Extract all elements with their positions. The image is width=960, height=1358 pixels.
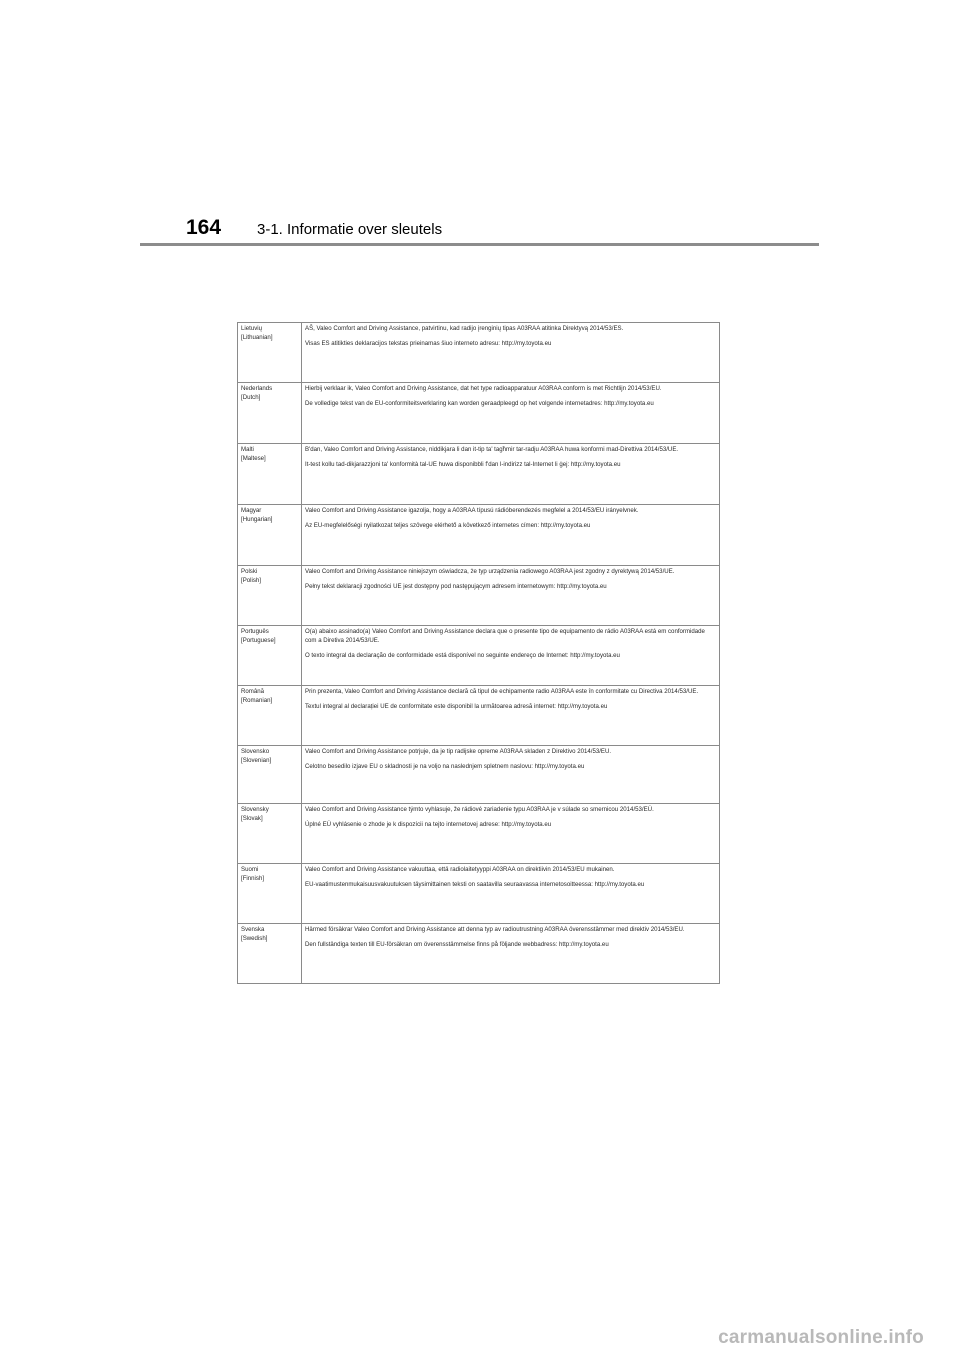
language-cell (238, 323, 302, 383)
page-number: 164 (186, 216, 222, 239)
language-cell (238, 864, 302, 924)
declaration-statement: Valeo Comfort and Driving Assistance týmto vyhlasuje, že rádiové zariadenie typu A03RAA je v súlade so smernicou 2014/53/EÚ. (305, 806, 654, 813)
language-english-name: [Maltese] (241, 454, 266, 462)
language-name: Nederlands (241, 385, 273, 392)
language-name: Polski (241, 568, 258, 575)
language-name: Lietuvių (241, 325, 263, 332)
declaration-of-conformity-table (237, 322, 720, 984)
declaration-cell (302, 626, 720, 686)
language-name: Suomi (241, 866, 259, 873)
declaration-cell (302, 746, 720, 804)
language-name: Malti (241, 446, 254, 453)
declaration-availability: Celotno besedilo izjave EU o skladnosti je na voljo na naslednjem spletnem naslovu: http://my.toyota.eu (305, 762, 585, 770)
declaration-availability: Visas ES atitikties deklaracijos tekstas prieinamas šiuo interneto adresu: http://my.toyota.eu (305, 339, 552, 347)
language-name: Slovensko (241, 748, 270, 755)
table-row-hungarian (238, 505, 720, 566)
declaration-availability: EU-vaatimustenmukaisuusvakuutuksen täysimittainen teksti on saatavilla seuraavassa internetosoitteessa: http://my.toyota.eu (305, 880, 645, 888)
language-cell (238, 686, 302, 746)
language-name: Slovensky (241, 806, 269, 813)
declaration-availability: Pełny tekst deklaracji zgodności UE jest dostępny pod następującym adresem internetowym: http://my.toyota.eu (305, 582, 607, 590)
language-cell (238, 505, 302, 566)
declaration-availability: Den fullständiga texten till EU-försäkran om överensstämmelse finns på följande webbadress: http://my.toyota.eu (305, 940, 609, 948)
declaration-statement: Valeo Comfort and Driving Assistance igazolja, hogy a A03RAA típusú rádióberendezés megfelel a 2014/53/EU irányelvnek. (305, 507, 639, 514)
language-cell (238, 566, 302, 626)
header-divider (140, 243, 819, 246)
language-name: Magyar (241, 507, 262, 514)
declaration-cell (302, 383, 720, 444)
language-name: Svenska (241, 926, 265, 933)
language-english-name: [Romanian] (241, 696, 273, 704)
language-english-name: [Portuguese] (241, 636, 276, 644)
declaration-statement: B'dan, Valeo Comfort and Driving Assistance, niddikjara li dan it-tip ta' tagħmir tar-radju A03RAA huwa konformi mad-Direttiva 2014/53/UE. (305, 446, 679, 453)
declaration-statement: Valeo Comfort and Driving Assistance niniejszym oświadcza, że typ urządzenia radiowego A03RAA jest zgodny z dyrektywą 2014/53/UE. (305, 568, 675, 575)
declaration-statement: Valeo Comfort and Driving Assistance vakuuttaa, että radiolaitetyyppi A03RAA on direktiivin 2014/53/EU mukainen. (305, 866, 615, 873)
declaration-availability: It-test kollu tad-dikjarazzjoni ta' konformità tal-UE huwa disponibbli f'dan l-indirizz tal-Internet li ġej: http://my.toyota.eu (305, 460, 621, 468)
declaration-statement: Prin prezenta, Valeo Comfort and Driving Assistance declară că tipul de echipamente radio A03RAA este în conformitate cu Directiva 2014/53/UE. (305, 688, 699, 695)
declaration-cell (302, 686, 720, 746)
section-title: 3-1. Informatie over sleutels (257, 221, 443, 238)
declaration-availability: Az EU-megfelelőségi nyilatkozat teljes szövege elérhető a következő internetes címen: http://my.toyota.eu (305, 521, 591, 529)
language-english-name: [Polish] (241, 576, 261, 584)
language-name: Português (241, 628, 269, 635)
declaration-cell (302, 444, 720, 505)
declaration-statement: Valeo Comfort and Driving Assistance potrjuje, da je tip radijske opreme A03RAA skladen z Direktivo 2014/53/EU. (305, 748, 612, 755)
declaration-cell (302, 864, 720, 924)
language-cell (238, 746, 302, 804)
language-cell (238, 924, 302, 984)
declaration-statement: O(a) abaixo assinado(a) Valeo Comfort and Driving Assistance declara que o presente tipo de equipamento de rádio A03RAA está em conformidade com a Diretiva 2014/53/UE. (305, 628, 705, 644)
declaration-availability: O texto integral da declaração de conformidade está disponível no seguinte endereço de Internet: http://my.toyota.eu (305, 651, 620, 659)
declaration-availability: De volledige tekst van de EU-conformiteitsverklaring kan worden geraadpleegd op het volgende internetadres: http://my.toyota.eu (305, 399, 654, 407)
declaration-cell (302, 566, 720, 626)
table-row-swedish (238, 924, 720, 984)
table-row-dutch (238, 383, 720, 444)
declaration-cell (302, 924, 720, 984)
site-watermark: carmanualsonline.info (718, 1327, 924, 1348)
language-english-name: [Finnish] (241, 874, 265, 882)
language-cell (238, 444, 302, 505)
table-row-portuguese (238, 626, 720, 686)
language-english-name: [Slovak] (241, 814, 263, 822)
declaration-availability: Úplné EÚ vyhlásenie o zhode je k dispozícii na tejto internetovej adrese: http://my.toyota.eu (305, 820, 552, 828)
table-row-polish (238, 566, 720, 626)
declaration-cell (302, 804, 720, 864)
language-english-name: [Slovenian] (241, 756, 272, 764)
declaration-statement: Hierbij verklaar ik, Valeo Comfort and Driving Assistance, dat het type radioapparatuur A03RAA conform is met Richtlijn 2014/53/EU. (305, 385, 662, 392)
declaration-cell (302, 323, 720, 383)
declaration-statement: AŠ, Valeo Comfort and Driving Assistance, patvirtinu, kad radijo įrenginių tipas A03RAA atitinka Direktyvą 2014/53/ES. (305, 325, 624, 332)
table-row-slovenian (238, 746, 720, 804)
declaration-cell (302, 505, 720, 566)
declaration-availability: Textul integral al declarației UE de conformitate este disponibil la următoarea adresă internet: http://my.toyota.eu (305, 702, 608, 710)
language-name: Română (241, 688, 265, 695)
language-cell (238, 804, 302, 864)
language-english-name: [Hungarian] (241, 515, 273, 523)
table-row-lithuanian (238, 323, 720, 383)
table-row-finnish (238, 864, 720, 924)
language-english-name: [Lithuanian] (241, 333, 273, 341)
language-english-name: [Dutch] (241, 393, 261, 401)
declaration-statement: Härmed försäkrar Valeo Comfort and Driving Assistance att denna typ av radioutrustning A03RAA överensstämmer med direktiv 2014/53/EU. (305, 926, 685, 933)
language-english-name: [Swedish] (241, 934, 268, 942)
table-row-maltese (238, 444, 720, 505)
language-cell (238, 383, 302, 444)
language-cell (238, 626, 302, 686)
table-row-romanian (238, 686, 720, 746)
table-row-slovak (238, 804, 720, 864)
